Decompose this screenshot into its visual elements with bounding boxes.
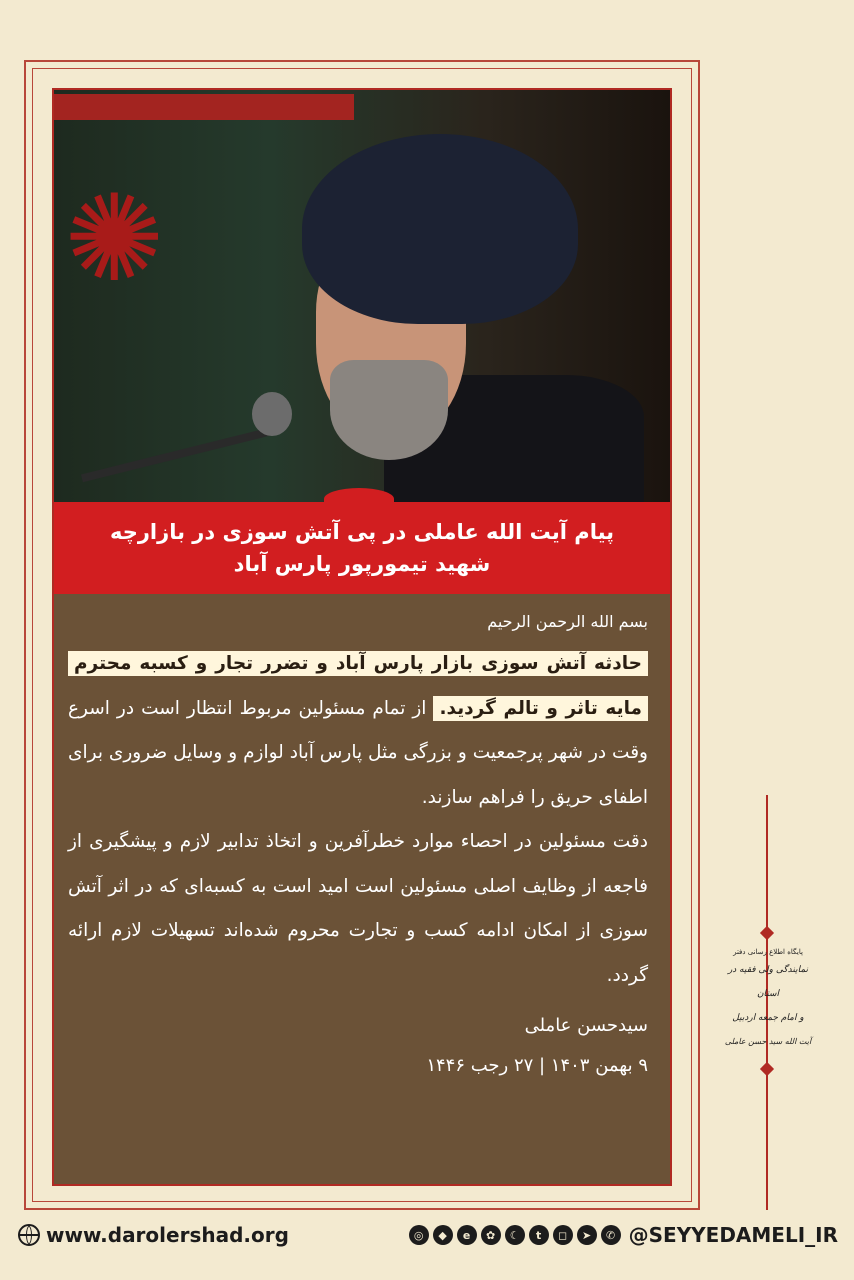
- side-diamond-top: [760, 926, 774, 940]
- logo-calligraphy-3: آیت الله سید حسن عاملی: [724, 1037, 812, 1046]
- side-diamond-bottom: [760, 1062, 774, 1076]
- signature: سیدحسن عاملی: [524, 1015, 648, 1036]
- headline-notch: [324, 488, 394, 510]
- soroush-icon[interactable]: ☾: [505, 1225, 525, 1245]
- headline-line-1: پیام آیت الله عاملی در پی آتش سوزی در بازارچه: [109, 520, 615, 544]
- website-url[interactable]: www.darolershad.org: [46, 1223, 289, 1247]
- beard-shape: [330, 360, 448, 460]
- salutation: بسم الله الرحمن الرحیم: [487, 612, 648, 631]
- highlighted-sentence: حادثه آتش سوزی بازار پارس آباد و تضرر تجار و کسبه محترم مایه تاثر و تالم گردید.: [68, 651, 648, 721]
- footer: [18, 1218, 838, 1252]
- globe-icon: [18, 1224, 40, 1246]
- date: ۹ بهمن ۱۴۰۳ | ۲۷ رجب ۱۴۴۶: [426, 1055, 648, 1076]
- logo-caption: پایگاه اطلاع رسانی دفتر: [733, 948, 803, 956]
- office-logo: [724, 946, 812, 1058]
- eitaa-icon[interactable]: e: [457, 1225, 477, 1245]
- logo-calligraphy-1: نمایندگی ولی فقیه در استان: [727, 965, 809, 999]
- headline-line-2: شهید تیمورپور پارس آباد: [233, 552, 491, 576]
- red-banner-strip: [54, 94, 354, 120]
- message-body: [68, 602, 648, 1084]
- social-links: [409, 1223, 838, 1247]
- aparat-icon[interactable]: ◎: [409, 1225, 429, 1245]
- turban-shape: [302, 134, 578, 324]
- telegram-icon[interactable]: ➤: [577, 1225, 597, 1245]
- bale-icon[interactable]: ✿: [481, 1225, 501, 1245]
- paragraph-1: [68, 642, 648, 820]
- headline-box: [54, 502, 670, 594]
- background-calligraphy-decoration: ✺: [64, 170, 165, 309]
- logo-calligraphy-2: و امام جمعه اردبیل: [732, 1013, 804, 1023]
- whatsapp-icon[interactable]: ✆: [601, 1225, 621, 1245]
- paragraph-2: دقت مسئولین در احصاء موارد خطرآفرین و اتخاذ تدابیر لازم و پیشگیری از فاجعه از وظایف اصلی مسئولین است امید است به کسبه‌ای که در اثر آتش سوزی از امکان ادامه کسب و تجارت محروم شده‌اند تسهیلات لازم ارائه گردد.: [68, 831, 648, 986]
- website-link[interactable]: [18, 1223, 289, 1247]
- rubika-icon[interactable]: ◆: [433, 1225, 453, 1245]
- social-handle[interactable]: @SEYYEDAMELI_IR: [628, 1223, 838, 1247]
- microphone-icon: [252, 392, 292, 436]
- instagram-icon[interactable]: ◻: [553, 1225, 573, 1245]
- paragraph-1-rest: از تمام مسئولین مربوط انتظار است در اسرع وقت در شهر پرجمعیت و بزرگی مثل پارس آباد لوازم و وسایل ضروری برای اطفای حریق را فراهم سازند.: [68, 697, 648, 808]
- microphone-stand: [81, 426, 277, 482]
- speaker-photo: [54, 90, 670, 502]
- message-card: [52, 88, 672, 1186]
- twitter-icon[interactable]: t: [529, 1225, 549, 1245]
